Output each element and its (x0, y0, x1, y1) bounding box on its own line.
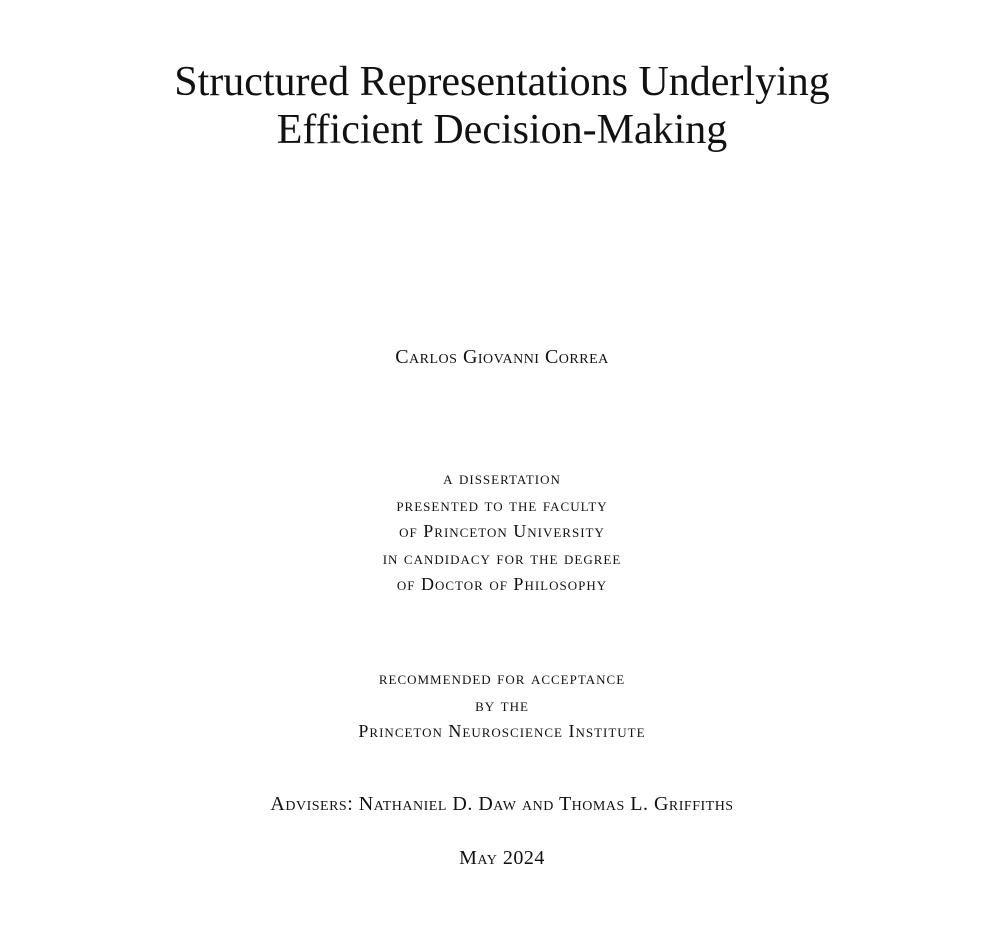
statement-line: a dissertation (443, 468, 561, 488)
statement-line: presented to the faculty (396, 494, 608, 515)
statement-line: of Princeton University (399, 521, 605, 541)
author-name: Carlos Giovanni Correa (395, 346, 609, 368)
statement-line: of Doctor of Philosophy (396, 574, 608, 594)
recommendation-statement (0, 665, 1004, 745)
advisers-line: Advisers: Nathaniel D. Daw and Thomas L. Griffiths (270, 793, 734, 815)
recommendation-line: recommended for acceptance (378, 668, 626, 688)
recommendation-line: by the (475, 694, 529, 715)
dissertation-statement (0, 465, 1004, 598)
dissertation-title (0, 58, 1004, 154)
submission-date: May 2024 (459, 847, 545, 869)
statement-line: in candidacy for the degree (382, 547, 622, 568)
recommendation-line: Princeton Neuroscience Institute (358, 721, 646, 741)
title-line: Efficient Decision-Making (276, 107, 728, 153)
title-line: Structured Representations Underlying (174, 59, 830, 105)
